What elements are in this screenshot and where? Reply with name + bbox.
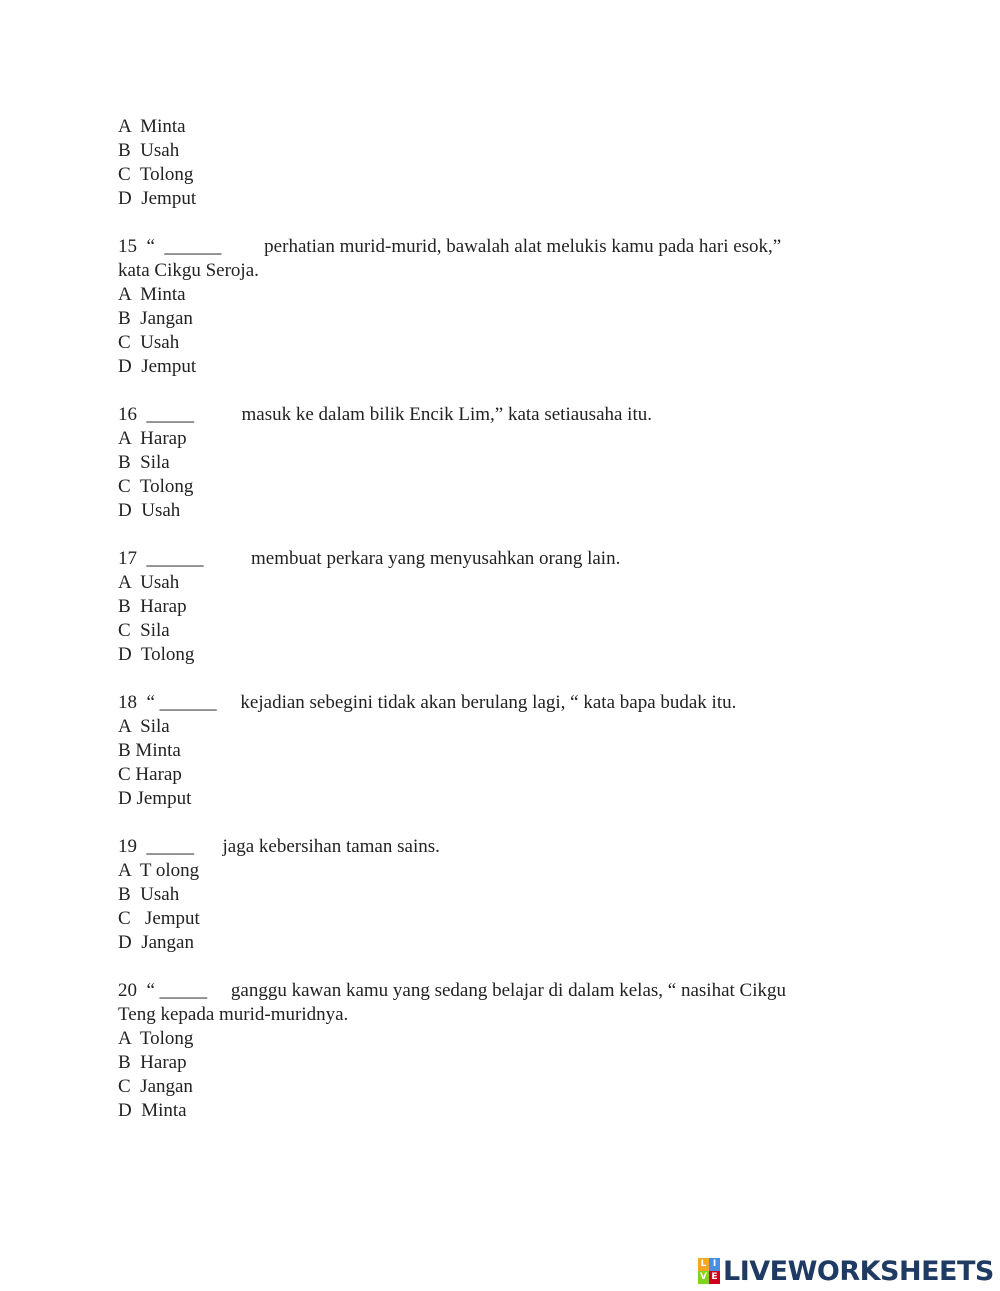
option-line: C Usah xyxy=(118,332,180,353)
option-line: B Sila xyxy=(118,452,170,473)
option-line: C Harap xyxy=(118,764,182,785)
option-line: D Jemput xyxy=(118,788,192,809)
option-line: B Minta xyxy=(118,740,181,761)
question-text: 18 “ ______ kejadian sebegini tidak akan berulang lagi, “ kata bapa budak itu. xyxy=(118,692,737,713)
logo-letter-l: L xyxy=(698,1258,709,1271)
option-line: D Jemput xyxy=(118,188,197,209)
liveworksheets-brand xyxy=(698,1254,994,1288)
option-line: C Jemput xyxy=(118,908,200,929)
option-line: B Harap xyxy=(118,596,187,617)
option-line: A Minta xyxy=(118,284,186,305)
option-line: D Minta xyxy=(118,1100,187,1121)
question-19 xyxy=(118,835,898,955)
option-line: C Tolong xyxy=(118,476,194,497)
option-line: A Tolong xyxy=(118,1028,194,1049)
question-text: 17 ______ membuat perkara yang menyusahkan orang lain. xyxy=(118,548,621,569)
option-line: B Jangan xyxy=(118,308,193,329)
logo-letter-v: V xyxy=(698,1271,709,1284)
option-line: A Minta xyxy=(118,116,186,137)
logo-letter-i: I xyxy=(709,1258,720,1271)
option-line: D Tolong xyxy=(118,644,195,665)
question-20 xyxy=(118,979,898,1123)
option-line: A T olong xyxy=(118,860,200,881)
worksheet-page xyxy=(118,115,898,1123)
brand-name: LIVEWORKSHEETS xyxy=(723,1255,994,1287)
option-line: B Harap xyxy=(118,1052,187,1073)
intro-options xyxy=(118,115,898,211)
option-line: A Sila xyxy=(118,716,170,737)
question-18 xyxy=(118,691,898,811)
question-text: 20 “ _____ ganggu kawan kamu yang sedang belajar di dalam kelas, “ nasihat Cikgu xyxy=(118,980,786,1001)
question-text-cont: Teng kepada murid-muridnya. xyxy=(118,1004,349,1025)
option-line: A Harap xyxy=(118,428,187,449)
option-line: A Usah xyxy=(118,572,180,593)
logo-letter-e: E xyxy=(709,1271,720,1284)
question-text: 19 _____ jaga kebersihan taman sains. xyxy=(118,836,440,857)
option-line: D Jangan xyxy=(118,932,194,953)
question-text-cont: kata Cikgu Seroja. xyxy=(118,260,259,281)
option-line: D Usah xyxy=(118,500,181,521)
question-text: 15 “ ______ perhatian murid-murid, bawalah alat melukis kamu pada hari esok,” xyxy=(118,236,782,257)
option-line: B Usah xyxy=(118,140,180,161)
option-line: C Sila xyxy=(118,620,170,641)
option-line: D Jemput xyxy=(118,356,197,377)
question-15 xyxy=(118,235,898,379)
question-text: 16 _____ masuk ke dalam bilik Encik Lim,” kata setiausaha itu. xyxy=(118,404,652,425)
question-16 xyxy=(118,403,898,523)
question-17 xyxy=(118,547,898,667)
option-line: B Usah xyxy=(118,884,180,905)
option-line: C Jangan xyxy=(118,1076,193,1097)
option-line: C Tolong xyxy=(118,164,194,185)
liveworksheets-logo-icon xyxy=(698,1258,720,1284)
